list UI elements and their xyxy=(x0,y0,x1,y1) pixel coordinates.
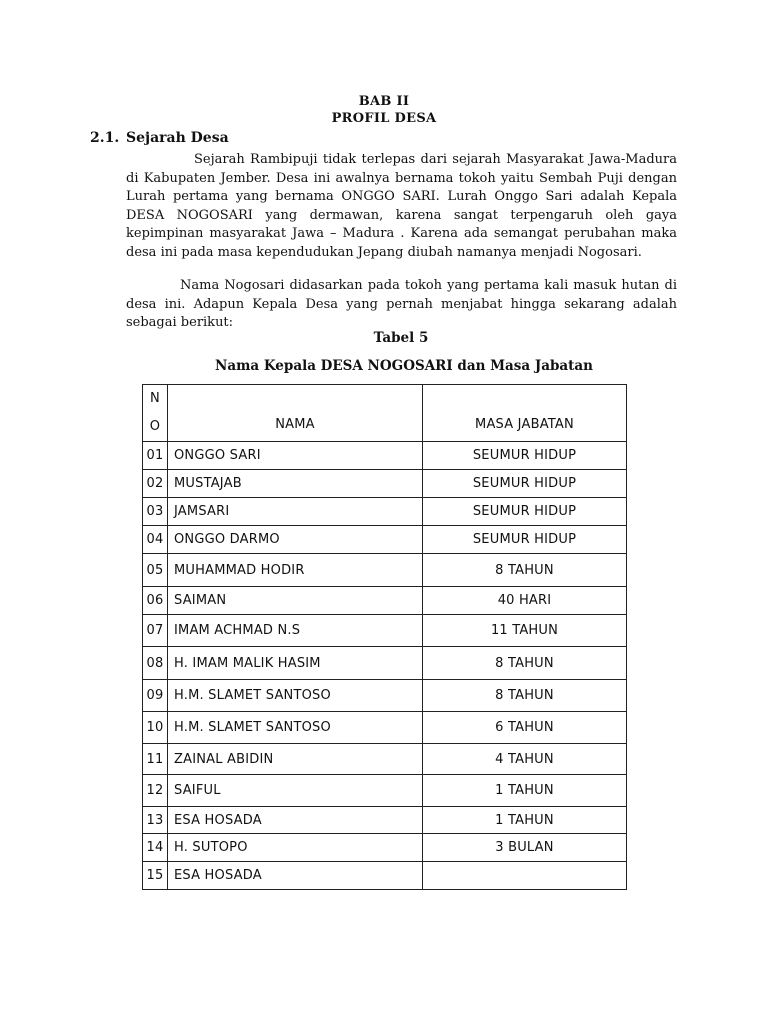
header-nama: NAMA xyxy=(168,385,423,442)
cell-no: 07 xyxy=(143,615,168,647)
table-row xyxy=(143,862,627,890)
cell-nama: H.M. SLAMET SANTOSO xyxy=(168,680,423,712)
cell-no: 03 xyxy=(143,498,168,526)
cell-nama: MUSTAJAB xyxy=(168,470,423,498)
paragraph-heads: Nama Nogosari didasarkan pada tokoh yang pertama kali masuk hutan di desa ini. Adapun Kepala Desa yang pernah menjabat hingga sekarang adalah sebagai berikut: xyxy=(126,278,677,330)
cell-nama: ZAINAL ABIDIN xyxy=(168,744,423,775)
table-row xyxy=(143,680,627,712)
table-row xyxy=(143,554,627,587)
cell-nama: ESA HOSADA xyxy=(168,807,423,834)
cell-masa-jabatan: 4 TAHUN xyxy=(423,744,627,775)
cell-no: 10 xyxy=(143,712,168,744)
cell-no: 01 xyxy=(143,442,168,470)
table-header-row xyxy=(143,385,627,442)
table-label: Tabel 5 xyxy=(373,330,429,346)
cell-nama: MUHAMMAD HODIR xyxy=(168,554,423,587)
cell-masa-jabatan xyxy=(423,862,627,890)
cell-no: 14 xyxy=(143,834,168,862)
cell-nama: H. SUTOPO xyxy=(168,834,423,862)
cell-no: 13 xyxy=(143,807,168,834)
village-heads-table xyxy=(142,384,627,890)
cell-masa-jabatan: 40 HARI xyxy=(423,587,627,615)
cell-nama: ESA HOSADA xyxy=(168,862,423,890)
cell-nama: ONGGO DARMO xyxy=(168,526,423,554)
cell-masa-jabatan: 8 TAHUN xyxy=(423,680,627,712)
table-row xyxy=(143,615,627,647)
cell-masa-jabatan: 6 TAHUN xyxy=(423,712,627,744)
cell-no: 15 xyxy=(143,862,168,890)
section-number: 2.1. xyxy=(90,130,120,146)
table-row xyxy=(143,470,627,498)
table-row xyxy=(143,647,627,680)
cell-masa-jabatan: 1 TAHUN xyxy=(423,807,627,834)
cell-masa-jabatan: 3 BULAN xyxy=(423,834,627,862)
cell-masa-jabatan: 8 TAHUN xyxy=(423,554,627,587)
cell-nama: SAIMAN xyxy=(168,587,423,615)
cell-no: 11 xyxy=(143,744,168,775)
cell-masa-jabatan: SEUMUR HIDUP xyxy=(423,470,627,498)
header-masa-jabatan: MASA JABATAN xyxy=(423,385,627,442)
table-row xyxy=(143,775,627,807)
cell-nama: ONGGO SARI xyxy=(168,442,423,470)
cell-masa-jabatan: SEUMUR HIDUP xyxy=(423,498,627,526)
cell-nama: IMAM ACHMAD N.S xyxy=(168,615,423,647)
table-row xyxy=(143,807,627,834)
cell-masa-jabatan: SEUMUR HIDUP xyxy=(423,526,627,554)
cell-no: 04 xyxy=(143,526,168,554)
section-title: Sejarah Desa xyxy=(126,130,229,146)
chapter-heading: BAB II xyxy=(358,94,410,109)
cell-nama: H. IMAM MALIK HASIM xyxy=(168,647,423,680)
table-row xyxy=(143,442,627,470)
table-row xyxy=(143,587,627,615)
cell-masa-jabatan: 1 TAHUN xyxy=(423,775,627,807)
cell-masa-jabatan: 11 TAHUN xyxy=(423,615,627,647)
chapter-title: PROFIL DESA xyxy=(331,111,437,126)
cell-no: 02 xyxy=(143,470,168,498)
cell-no: 08 xyxy=(143,647,168,680)
cell-no: 12 xyxy=(143,775,168,807)
cell-masa-jabatan: SEUMUR HIDUP xyxy=(423,442,627,470)
section-heading xyxy=(90,130,229,146)
cell-no: 06 xyxy=(143,587,168,615)
table-row xyxy=(143,498,627,526)
cell-nama: JAMSARI xyxy=(168,498,423,526)
cell-masa-jabatan: 8 TAHUN xyxy=(423,647,627,680)
table-row xyxy=(143,834,627,862)
cell-nama: H.M. SLAMET SANTOSO xyxy=(168,712,423,744)
table-row xyxy=(143,526,627,554)
table-row xyxy=(143,712,627,744)
table-title: Nama Kepala DESA NOGOSARI dan Masa Jabatan xyxy=(215,358,593,374)
cell-nama: SAIFUL xyxy=(168,775,423,807)
paragraph-history: Sejarah Rambipuji tidak terlepas dari sejarah Masyarakat Jawa-Madura di Kabupaten Jember. Desa ini awalnya bernama tokoh yaitu Sembah Puji dengan Lurah pertama yang bernama ONGGO SARI. Lurah Onggo Sari adalah Kepala DESA NOGOSARI yang dermawan, karena sangat terpengaruh oleh gaya kepimpinan masyarakat Jawa – Madura . Karena ada semangat perubahan maka desa ini pada masa kependudukan Jepang diubah namanya menjadi Nogosari. xyxy=(126,152,677,260)
header-no: N O xyxy=(143,385,168,442)
cell-no: 09 xyxy=(143,680,168,712)
cell-no: 05 xyxy=(143,554,168,587)
table-row xyxy=(143,744,627,775)
